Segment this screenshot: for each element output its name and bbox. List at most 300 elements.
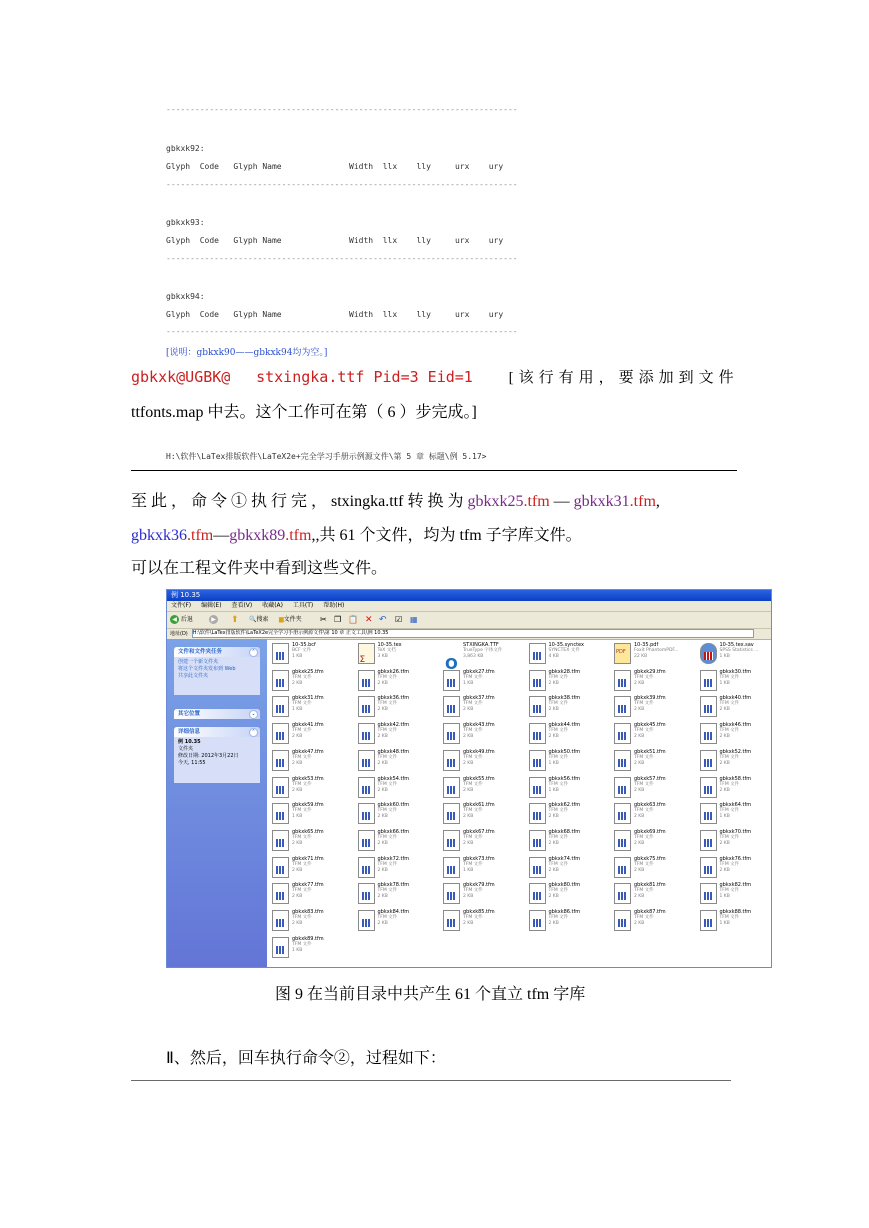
file-type: TFM 文件 xyxy=(548,781,569,787)
file-size: 2 KB xyxy=(377,760,388,766)
file-type: TFM 文件 xyxy=(463,728,483,734)
file-item[interactable] xyxy=(270,669,354,695)
file-type: TFM 文件 xyxy=(463,834,483,840)
menu-view[interactable]: 查看(V) xyxy=(231,602,253,609)
file-size: 2 KB xyxy=(292,787,303,793)
tfm-file-icon xyxy=(529,803,546,824)
result-text: 至 此 ， 命 令 ① 执 行 完 ， stxingka.ttf 转 换 为 xyxy=(131,493,468,510)
file-size: 2 KB xyxy=(292,680,303,686)
file-item[interactable] xyxy=(612,776,696,802)
undo-icon[interactable]: ↶ xyxy=(379,615,387,625)
address-input[interactable]: H:\软件\LaTex排版软件\LaTeX2e完全学习手册示例源文件\第 10 章 正文工具\例 10.35 xyxy=(192,629,754,638)
file-item[interactable] xyxy=(441,829,525,855)
result-line-1 xyxy=(131,488,660,511)
folder-icon: ▆ xyxy=(279,616,284,623)
file-ref: gbkxk25 xyxy=(467,493,524,510)
tfm-file-icon xyxy=(272,857,289,878)
csv-file-icon xyxy=(700,643,717,664)
result-text: ,,共 61 个文件，均为 tfm 子字库文件。 xyxy=(311,527,582,544)
delete-icon[interactable]: ✕ xyxy=(365,615,373,625)
file-item[interactable] xyxy=(527,909,611,935)
file-item[interactable] xyxy=(356,642,440,668)
file-type: TFM 文件 xyxy=(377,674,398,680)
tfm-file-icon xyxy=(443,670,460,691)
file-size: 2 KB xyxy=(292,894,303,900)
file-size: 2 KB xyxy=(463,921,474,926)
file-size: 2 KB xyxy=(377,814,388,820)
file-item[interactable] xyxy=(270,695,354,721)
tfm-file-icon xyxy=(272,830,289,851)
doc-file-icon xyxy=(529,643,546,664)
task-publish-web[interactable]: 将这个文件夹发布到 Web xyxy=(178,666,236,672)
empty-note: [说明：gbkxk90——gbkxk94均为空。] xyxy=(166,348,328,358)
file-item[interactable] xyxy=(612,882,696,908)
file-item[interactable] xyxy=(441,695,525,721)
file-type: TFM 文件 xyxy=(548,915,569,920)
file-name: gbkxk38.tfm xyxy=(548,695,581,702)
file-name: gbkxk87.tfm xyxy=(634,909,666,915)
file-name: gbkxk40.tfm xyxy=(719,695,752,702)
back-button[interactable] xyxy=(170,615,193,625)
file-name: gbkxk51.tfm xyxy=(634,748,666,755)
paste-icon[interactable]: 📋 xyxy=(348,615,358,624)
file-name: gbkxk74.tfm xyxy=(548,855,581,862)
file-item[interactable] xyxy=(270,749,354,775)
file-name: gbkxk53.tfm xyxy=(292,775,324,782)
file-name: gbkxk63.tfm xyxy=(634,802,666,809)
file-type: TFM 文件 xyxy=(548,754,569,760)
cut-icon[interactable]: ✂ xyxy=(320,615,327,624)
file-size: 2 KB xyxy=(548,867,559,873)
task-new-folder[interactable]: 创建一个新文件夹 xyxy=(178,659,219,665)
file-item[interactable] xyxy=(612,642,696,668)
tfm-file-icon xyxy=(443,750,460,771)
file-type: TFM 文件 xyxy=(634,915,654,920)
file-name: gbkxk41.tfm xyxy=(292,722,324,729)
file-item[interactable] xyxy=(612,829,696,855)
file-item[interactable] xyxy=(698,829,773,855)
file-type: TFM 文件 xyxy=(719,834,740,840)
file-item[interactable] xyxy=(441,642,525,668)
search-button[interactable] xyxy=(249,615,269,625)
other-places-panel xyxy=(174,709,260,719)
glyph-block-header: Glyph Code Glyph Name Width llx lly urx ury xyxy=(166,236,504,245)
file-item[interactable] xyxy=(698,695,773,721)
file-type: TFM 文件 xyxy=(463,674,483,680)
file-item[interactable] xyxy=(356,695,440,721)
file-name: gbkxk84.tfm xyxy=(377,909,410,915)
file-size: 2 KB xyxy=(377,867,388,873)
file-type: TFM 文件 xyxy=(292,781,312,787)
file-name: gbkxk36.tfm xyxy=(377,695,410,702)
file-item[interactable] xyxy=(698,642,773,668)
file-type: TFM 文件 xyxy=(377,701,398,707)
file-name: gbkxk75.tfm xyxy=(634,855,666,862)
tfm-file-icon xyxy=(700,857,717,878)
tfm-file-icon xyxy=(700,750,717,771)
file-item[interactable] xyxy=(441,856,525,882)
menu-favorites[interactable]: 收藏(A) xyxy=(262,602,283,609)
tfm-file-icon xyxy=(443,777,460,798)
dash-separator: ------------------------------------------------------------------------- xyxy=(166,180,518,189)
file-size: 1 KB xyxy=(719,921,730,926)
file-size: 22 KB xyxy=(634,654,648,659)
file-item[interactable] xyxy=(356,829,440,855)
file-type: TFM 文件 xyxy=(548,808,569,814)
file-type: TFM 文件 xyxy=(292,861,312,867)
file-name: gbkxk55.tfm xyxy=(463,775,495,782)
bottom-dash-rule: —————————————————————————————————————————————————— xyxy=(131,1072,731,1086)
file-name: gbkxk67.tfm xyxy=(463,828,495,835)
file-name: gbkxk89.tfm xyxy=(292,935,324,942)
file-item[interactable] xyxy=(356,749,440,775)
pdf-file-icon xyxy=(614,643,631,664)
dash-separator: ------------------------------------------------------------------------- xyxy=(166,327,518,336)
file-item[interactable] xyxy=(527,642,611,668)
file-size: 2 KB xyxy=(377,707,388,713)
tfm-file-icon xyxy=(358,696,375,717)
file-type: TFM 文件 xyxy=(548,701,569,707)
file-item[interactable] xyxy=(527,776,611,802)
tfm-file-icon xyxy=(700,910,717,931)
search-icon: 🔍 xyxy=(249,616,257,623)
file-size: 2 KB xyxy=(463,840,474,846)
map-line xyxy=(131,366,739,387)
tfm-file-icon xyxy=(358,670,375,691)
tfm-file-icon xyxy=(358,750,375,771)
file-item[interactable] xyxy=(612,695,696,721)
glyph-block-name: gbkxk93: xyxy=(166,218,205,227)
file-ref: gbkxk31 xyxy=(573,493,630,510)
file-type: BCF 文件 xyxy=(292,648,312,653)
copy-icon[interactable]: ❐ xyxy=(334,615,342,624)
file-type: TFM 文件 xyxy=(377,754,398,760)
file-size: 1 KB xyxy=(292,654,303,659)
file-size: 4 KB xyxy=(548,654,559,659)
file-ext: .tfm xyxy=(629,493,656,510)
file-name: gbkxk68.tfm xyxy=(548,828,581,835)
file-type: TFM 文件 xyxy=(634,888,654,894)
folders-button[interactable] xyxy=(279,615,302,625)
tfm-file-icon xyxy=(443,696,460,717)
file-item[interactable] xyxy=(356,882,440,908)
file-type: TFM 文件 xyxy=(634,861,654,867)
file-item[interactable] xyxy=(527,882,611,908)
file-item[interactable] xyxy=(270,802,354,828)
file-size: 1 KB xyxy=(719,894,730,900)
file-type: TFM 文件 xyxy=(548,861,569,867)
panel-header[interactable] xyxy=(174,709,260,719)
file-item[interactable] xyxy=(356,669,440,695)
glyph-block-header: Glyph Code Glyph Name Width llx lly urx ury xyxy=(166,162,504,171)
detail-modified: 修改日期: 2012年3月22日 xyxy=(178,753,239,759)
file-name: gbkxk77.tfm xyxy=(292,882,324,889)
up-folder-icon[interactable]: ⬆ xyxy=(231,615,239,625)
file-item[interactable] xyxy=(441,882,525,908)
file-name: gbkxk44.tfm xyxy=(548,722,581,729)
expand-icon[interactable]: ⌄ xyxy=(249,710,258,719)
menu-edit[interactable]: 编辑(E) xyxy=(201,602,222,609)
menu-file[interactable]: 文件(F) xyxy=(171,602,192,609)
map-key: gbkxk@UGBK@ xyxy=(131,368,231,386)
file-tasks-panel xyxy=(174,647,260,695)
tfm-file-icon xyxy=(272,750,289,771)
menu-tools[interactable]: 工具(T) xyxy=(292,602,314,609)
file-name: STXINGKA.TTF xyxy=(463,642,499,648)
dash-separator: ------------------------------------------------------------------------- xyxy=(166,254,518,263)
file-list xyxy=(270,642,771,967)
file-name: gbkxk39.tfm xyxy=(634,695,666,702)
file-item[interactable] xyxy=(612,856,696,882)
file-item[interactable] xyxy=(441,776,525,802)
collapse-icon[interactable]: ⌃ xyxy=(249,648,258,657)
tfm-file-icon xyxy=(614,750,631,771)
file-name: gbkxk82.tfm xyxy=(719,882,752,889)
file-item[interactable] xyxy=(270,936,354,962)
tfm-file-icon xyxy=(529,910,546,931)
tfm-file-icon xyxy=(700,723,717,744)
file-size: 1 KB xyxy=(719,814,730,820)
tfm-file-icon xyxy=(272,937,289,958)
views-icon[interactable]: ▦ xyxy=(410,615,418,624)
file-size: 2 KB xyxy=(548,707,559,713)
file-item[interactable] xyxy=(612,722,696,748)
tfm-file-icon xyxy=(529,670,546,691)
tfm-file-icon xyxy=(358,883,375,904)
tfm-file-icon xyxy=(358,803,375,824)
file-name: gbkxk85.tfm xyxy=(463,909,495,915)
tfm-file-icon xyxy=(529,750,546,771)
file-name: gbkxk62.tfm xyxy=(548,802,581,809)
file-item[interactable] xyxy=(527,669,611,695)
file-size: 2 KB xyxy=(292,921,303,926)
file-size: 2 KB xyxy=(719,840,730,846)
file-size: 2 KB xyxy=(377,787,388,793)
tfm-file-icon xyxy=(443,830,460,851)
file-type: TFM 文件 xyxy=(634,701,654,707)
file-type: TFM 文件 xyxy=(634,754,654,760)
properties-icon[interactable]: ☑ xyxy=(395,615,403,624)
tfm-file-icon xyxy=(529,857,546,878)
file-type: SPSS Statistics ... xyxy=(719,648,759,653)
comma: , xyxy=(655,493,660,510)
file-item[interactable] xyxy=(698,909,773,935)
file-item[interactable] xyxy=(527,802,611,828)
file-type: TFM 文件 xyxy=(719,674,740,680)
forward-button[interactable] xyxy=(209,615,218,625)
file-name: gbkxk46.tfm xyxy=(719,722,752,729)
map-font: stxingka.ttf Pid=3 Eid=1 xyxy=(256,368,473,386)
file-type: TeX 文档 xyxy=(377,648,396,653)
map-line-cont: ttfonts.map 中去。这个工作可在第（ 6 ）步完成。] xyxy=(131,404,477,421)
file-type: TFM 文件 xyxy=(719,728,740,734)
file-item[interactable] xyxy=(612,749,696,775)
file-type: TFM 文件 xyxy=(463,701,483,707)
collapse-icon[interactable]: ⌃ xyxy=(249,728,258,737)
file-size: 2 KB xyxy=(463,734,474,740)
file-size: 2 KB xyxy=(634,680,645,686)
file-name: gbkxk79.tfm xyxy=(463,882,495,889)
panel-header[interactable] xyxy=(174,647,260,657)
map-comment: [该行有用，要添加到文件 xyxy=(508,370,739,386)
tfm-file-icon xyxy=(529,723,546,744)
file-size: 1 KB xyxy=(719,680,730,686)
file-name: gbkxk71.tfm xyxy=(292,855,324,862)
file-item[interactable] xyxy=(441,749,525,775)
file-size: 1 KB xyxy=(548,787,559,793)
file-size: 2 KB xyxy=(292,760,303,766)
file-item[interactable] xyxy=(441,669,525,695)
file-item[interactable] xyxy=(527,749,611,775)
file-size: 2 KB xyxy=(634,921,645,926)
file-type: TFM 文件 xyxy=(292,728,312,734)
dash: — xyxy=(549,493,574,510)
file-name: gbkxk72.tfm xyxy=(377,855,410,862)
file-type: TFM 文件 xyxy=(463,781,483,787)
file-type: TrueType 字体文件 xyxy=(463,648,503,653)
panel-header[interactable] xyxy=(174,727,260,737)
dash-separator-top: ------------------------------------------------------------------------- xyxy=(166,105,518,114)
file-item[interactable] xyxy=(356,802,440,828)
file-size: 2 KB xyxy=(719,867,730,873)
file-size: 2 KB xyxy=(719,734,730,740)
task-pane xyxy=(167,639,267,967)
back-arrow-icon: ◀ xyxy=(170,615,179,624)
file-name: gbkxk26.tfm xyxy=(377,668,410,675)
file-size: 1 KB xyxy=(548,760,559,766)
file-item[interactable] xyxy=(698,669,773,695)
file-item[interactable] xyxy=(698,749,773,775)
file-item[interactable] xyxy=(270,909,354,935)
tfm-file-icon xyxy=(358,830,375,851)
file-type: TFM 文件 xyxy=(548,888,569,894)
file-size: 2 KB xyxy=(548,680,559,686)
file-ext: .tfm xyxy=(187,527,214,544)
file-item[interactable] xyxy=(270,642,354,668)
file-name: 10-35.tex xyxy=(377,642,402,648)
folders-label: 文件夹 xyxy=(283,616,302,623)
file-name: gbkxk31.tfm xyxy=(292,695,324,702)
file-size: 2 KB xyxy=(634,734,645,740)
file-name: gbkxk83.tfm xyxy=(292,909,324,915)
file-size: 3,863 KB xyxy=(463,654,484,659)
tfm-file-icon xyxy=(529,883,546,904)
file-name: gbkxk73.tfm xyxy=(463,855,495,862)
tfm-file-icon xyxy=(614,857,631,878)
tfm-file-icon xyxy=(700,883,717,904)
file-item[interactable] xyxy=(356,856,440,882)
file-item[interactable] xyxy=(356,776,440,802)
toolbar xyxy=(167,612,771,629)
tfm-file-icon xyxy=(272,883,289,904)
step2-text: Ⅱ、然后，回车执行命令②，过程如下： xyxy=(166,1050,446,1067)
file-type: TFM 文件 xyxy=(634,781,654,787)
menu-help[interactable]: 帮助(H) xyxy=(323,602,345,609)
file-name: gbkxk88.tfm xyxy=(719,909,752,915)
back-label: 后退 xyxy=(180,616,193,623)
file-item[interactable] xyxy=(698,776,773,802)
file-name: gbkxk56.tfm xyxy=(548,775,581,782)
file-item[interactable] xyxy=(612,802,696,828)
file-type: TFM 文件 xyxy=(548,834,569,840)
task-share-folder[interactable]: 共享此文件夹 xyxy=(178,673,209,679)
file-name: gbkxk78.tfm xyxy=(377,882,410,889)
file-size: 2 KB xyxy=(292,734,303,740)
file-item[interactable] xyxy=(698,856,773,882)
file-size: 2 KB xyxy=(548,921,559,926)
file-ext: .tfm xyxy=(285,527,312,544)
file-type: TFM 文件 xyxy=(292,701,312,707)
file-type: TFM 文件 xyxy=(463,754,483,760)
file-item[interactable] xyxy=(441,909,525,935)
file-item[interactable] xyxy=(441,802,525,828)
file-size: 2 KB xyxy=(463,760,474,766)
file-item[interactable] xyxy=(270,856,354,882)
file-item[interactable] xyxy=(270,882,354,908)
file-type: TFM 文件 xyxy=(292,674,312,680)
file-item[interactable] xyxy=(698,722,773,748)
file-name: gbkxk86.tfm xyxy=(548,909,581,915)
file-size: 2 KB xyxy=(634,707,645,713)
file-item[interactable] xyxy=(527,829,611,855)
file-name: gbkxk28.tfm xyxy=(548,668,581,675)
tfm-file-icon xyxy=(614,830,631,851)
file-type: TFM 文件 xyxy=(634,808,654,814)
file-item[interactable] xyxy=(612,909,696,935)
file-item[interactable] xyxy=(356,722,440,748)
file-item[interactable] xyxy=(527,856,611,882)
file-type: TFM 文件 xyxy=(634,674,654,680)
file-item[interactable] xyxy=(356,909,440,935)
ttf-file-icon xyxy=(443,643,460,664)
file-item[interactable] xyxy=(698,882,773,908)
file-name: gbkxk47.tfm xyxy=(292,748,324,755)
file-size: 2 KB xyxy=(377,734,388,740)
tfm-file-icon xyxy=(614,670,631,691)
file-item[interactable] xyxy=(527,722,611,748)
file-item[interactable] xyxy=(441,722,525,748)
file-size: 1 KB xyxy=(292,814,303,820)
file-item[interactable] xyxy=(270,776,354,802)
tfm-file-icon xyxy=(529,830,546,851)
tfm-file-icon xyxy=(358,857,375,878)
file-item[interactable] xyxy=(270,722,354,748)
file-name: gbkxk64.tfm xyxy=(719,802,752,809)
explorer-window xyxy=(166,589,772,968)
tfm-file-icon xyxy=(358,910,375,931)
file-name: gbkxk43.tfm xyxy=(463,722,495,729)
file-type: TFM 文件 xyxy=(377,861,398,867)
file-item[interactable] xyxy=(270,829,354,855)
file-item[interactable] xyxy=(612,669,696,695)
tfm-file-icon xyxy=(700,696,717,717)
file-type: TFM 文件 xyxy=(719,701,740,707)
file-item[interactable] xyxy=(698,802,773,828)
file-size: 2 KB xyxy=(634,787,645,793)
file-item[interactable] xyxy=(527,695,611,721)
dash: — xyxy=(213,527,230,544)
tfm-file-icon xyxy=(614,777,631,798)
detail-type: 文件夹 xyxy=(178,746,194,752)
tfm-file-icon xyxy=(358,777,375,798)
file-name: 10-35.pdf xyxy=(634,642,659,648)
file-size: 2 KB xyxy=(634,814,645,820)
file-size: 2 KB xyxy=(463,787,474,793)
file-type: TFM 文件 xyxy=(292,888,312,894)
file-size: 2 KB xyxy=(548,894,559,900)
tfm-file-icon xyxy=(614,803,631,824)
file-name: gbkxk69.tfm xyxy=(634,828,666,835)
